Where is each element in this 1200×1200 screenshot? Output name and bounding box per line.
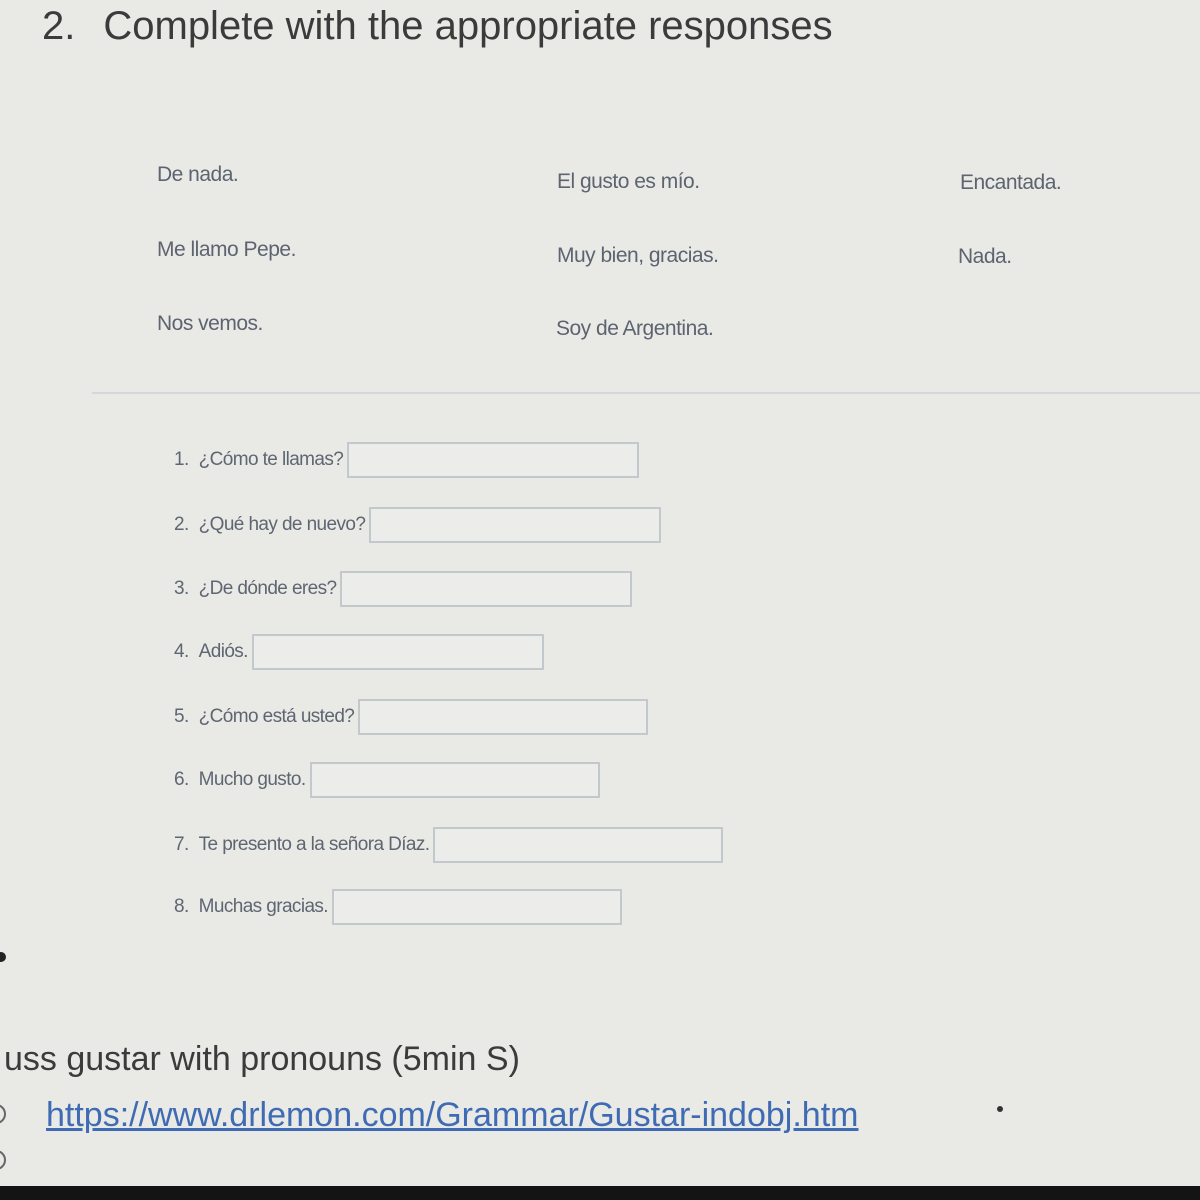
- resource-link[interactable]: https://www.drlemon.com/Grammar/Gustar-indobj.htm: [46, 1096, 859, 1134]
- question-row: [174, 697, 648, 737]
- word-bank-option[interactable]: Soy de Argentina.: [556, 317, 714, 340]
- answer-input-6[interactable]: [310, 762, 600, 798]
- question-number: 6.: [174, 769, 189, 790]
- answer-input-5[interactable]: [358, 699, 648, 735]
- answer-input-4[interactable]: [252, 634, 544, 670]
- answer-input-1[interactable]: [347, 442, 639, 478]
- question-row: [174, 505, 661, 545]
- question-text: Muchas gracias.: [198, 896, 328, 917]
- question-row: [174, 825, 723, 865]
- question-text: Te presento a la señora Díaz.: [198, 834, 430, 855]
- question-text: ¿Cómo está usted?: [198, 706, 355, 727]
- circle-bullet-icon: [0, 1104, 6, 1124]
- question-number: 1.: [174, 449, 189, 470]
- agenda-item-text: uss gustar with pronouns (5min S): [4, 1040, 520, 1078]
- question-row: [174, 632, 544, 672]
- section-divider: [92, 392, 1200, 394]
- word-bank: [0, 0, 1200, 380]
- question-text: ¿Cómo te llamas?: [198, 449, 344, 470]
- word-bank-option[interactable]: Muy bien, gracias.: [557, 244, 719, 267]
- dot-icon: [997, 1106, 1003, 1112]
- answer-input-8[interactable]: [332, 889, 622, 925]
- question-number: 8.: [174, 896, 189, 917]
- answer-input-3[interactable]: [340, 571, 632, 607]
- word-bank-option[interactable]: Me llamo Pepe.: [157, 238, 296, 261]
- question-number: 7.: [174, 834, 189, 855]
- question-row: [174, 760, 600, 800]
- word-bank-option[interactable]: El gusto es mío.: [557, 170, 700, 193]
- screen-bezel: [0, 1186, 1200, 1200]
- question-text: Adiós.: [198, 641, 248, 662]
- word-bank-option[interactable]: De nada.: [157, 163, 239, 186]
- question-number: 3.: [174, 578, 189, 599]
- question-row: [174, 440, 639, 480]
- question-number: 2.: [174, 514, 189, 535]
- exercise-title: Complete with the appropriate responses: [103, 4, 833, 48]
- circle-bullet-icon: [0, 1150, 6, 1170]
- question-row: [174, 887, 622, 927]
- answer-input-7[interactable]: [433, 827, 723, 863]
- question-number: 4.: [174, 641, 189, 662]
- question-text: ¿De dónde eres?: [198, 578, 337, 599]
- exercise-number: 2.: [42, 4, 76, 48]
- answer-input-2[interactable]: [369, 507, 661, 543]
- word-bank-option[interactable]: Nos vemos.: [157, 312, 263, 335]
- word-bank-option[interactable]: Nada.: [958, 245, 1012, 268]
- question-text: ¿Qué hay de nuevo?: [198, 514, 366, 535]
- question-text: Mucho gusto.: [198, 769, 306, 790]
- question-row: [174, 569, 632, 609]
- bullet-icon: [0, 952, 6, 962]
- word-bank-option[interactable]: Encantada.: [960, 171, 1062, 194]
- question-number: 5.: [174, 706, 189, 727]
